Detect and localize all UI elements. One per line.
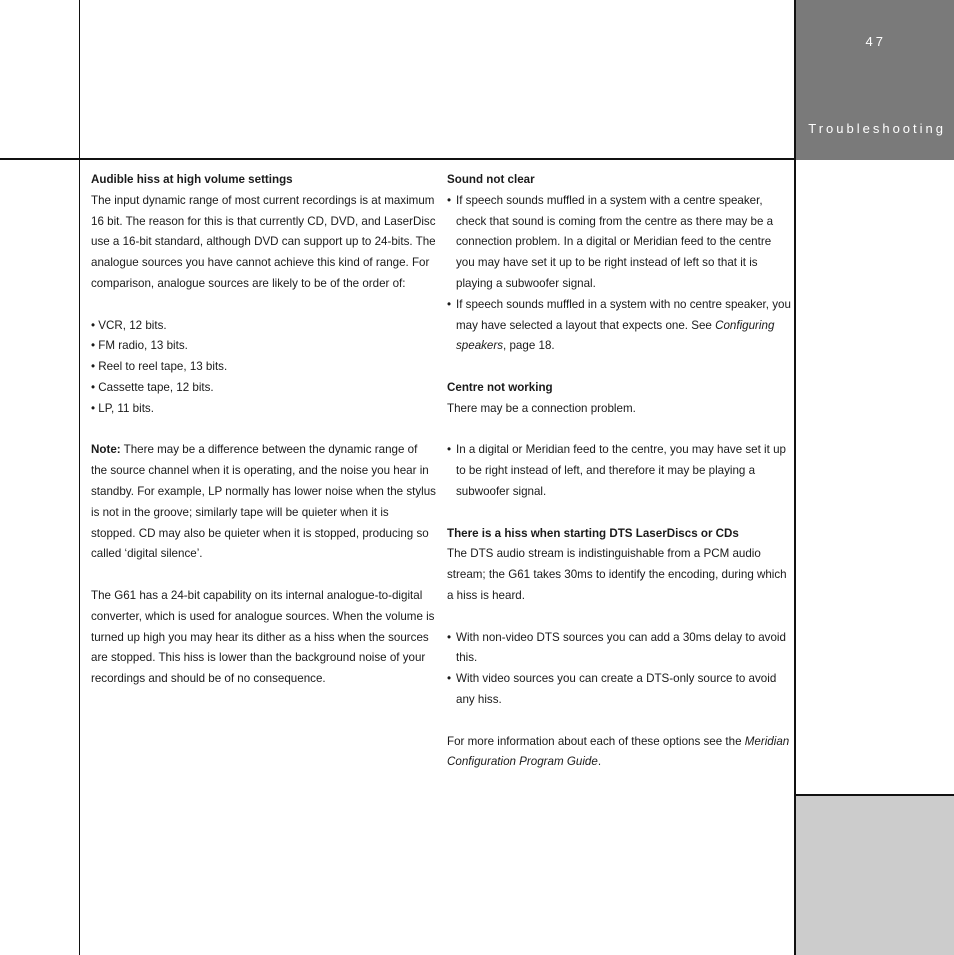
- list-item: • In a digital or Meridian feed to the centre, you may have set it up to be right instead of left, and therefore it may be playing a subwoofer signal.: [447, 440, 792, 502]
- list-item: • LP, 11 bits.: [91, 401, 154, 415]
- note-paragraph: [91, 440, 436, 565]
- list-item: • With video sources you can create a DTS-only source to avoid any hiss.: [447, 669, 792, 711]
- dts-paragraph: The DTS audio stream is indistinguishable from a PCM audio stream; the G61 takes 30ms to identify the encoding, during which a hiss is heard.: [447, 547, 787, 602]
- header-rule: [0, 158, 794, 160]
- right-column: [447, 170, 792, 773]
- sidebar-header-block: [794, 0, 954, 160]
- page-number: 47: [865, 34, 886, 49]
- list-item: • With non-video DTS sources you can add a 30ms delay to avoid this.: [447, 628, 792, 670]
- centre-paragraph: There may be a connection problem.: [447, 401, 636, 415]
- hiss-paragraph: The input dynamic range of most current recordings is at maximum 16 bit. The reason for this is that currently CD, DVD, and LaserDisc use a 16-bit standard, although DVD can support up to 24-bits. The analogue sources you have cannot achieve this kind of range. For comparison, analogue sources are likely to be of the order of:: [91, 193, 436, 290]
- left-column: [91, 170, 436, 690]
- bullet-glyph: •: [91, 339, 96, 353]
- g61-paragraph: The G61 has a 24-bit capability on its internal analogue-to-digital converter, which is used for analogue sources. When the volume is turned up high you may hear its dither as a hiss when the sources are stopped. This hiss is lower than the background noise of your recordings and should be of no consequence.: [91, 588, 435, 686]
- list-item: • FM radio, 13 bits.: [91, 339, 188, 353]
- section-title: Troubleshooting: [808, 121, 946, 136]
- left-margin-rule: [79, 0, 80, 955]
- configuring-speakers-reference: Configuring speakers: [456, 318, 775, 353]
- note-text: There may be a difference between the dynamic range of the source channel when it is operating, and the noise you hear in standby. For example, LP normally has lower noise when the stylus is not in the groove; similarly tape will be quieter when it is stopped. CD may also be quieter when it is stopped, producing so called ‘digital silence’.: [91, 443, 436, 561]
- bullet-glyph: •: [447, 193, 452, 207]
- list-item: • Reel to reel tape, 13 bits.: [91, 360, 228, 374]
- list-item: • If speech sounds muffled in a system with a centre speaker, check that sound is coming from the centre as there may be a connection problem. In a digital or Meridian feed to the centre you may have set it up to be right instead of left so that it is playing a subwoofer signal.: [447, 191, 792, 295]
- bullet-glyph: •: [91, 360, 96, 374]
- bullet-glyph: •: [91, 380, 96, 394]
- bullet-glyph: •: [447, 630, 452, 644]
- bullet-glyph: •: [447, 443, 452, 457]
- bullet-glyph: •: [447, 297, 452, 311]
- more-info-paragraph: For more information about each of these options see the Meridian Configuration Program Guide.: [447, 734, 790, 769]
- bullet-glyph: •: [91, 318, 96, 332]
- hiss-heading: Audible hiss at high volume settings: [91, 173, 293, 186]
- list-item: • Cassette tape, 12 bits.: [91, 380, 214, 394]
- sidebar-middle-block: [794, 160, 954, 794]
- bullet-glyph: •: [447, 672, 452, 686]
- list-item: • If speech sounds muffled in a system with no centre speaker, you may have selected a layout that expects one. See Configuring speakers, page 18.: [447, 295, 792, 357]
- bullet-glyph: •: [91, 401, 96, 415]
- sidebar-footer-block: [794, 796, 954, 955]
- sound-heading: Sound not clear: [447, 173, 535, 186]
- meridian-guide-reference: Meridian Configuration Program Guide: [447, 734, 790, 769]
- centre-heading: Centre not working: [447, 380, 553, 394]
- note-label: Note:: [91, 443, 121, 457]
- list-item: • VCR, 12 bits.: [91, 318, 167, 332]
- dts-heading: There is a hiss when starting DTS LaserDiscs or CDs: [447, 526, 739, 540]
